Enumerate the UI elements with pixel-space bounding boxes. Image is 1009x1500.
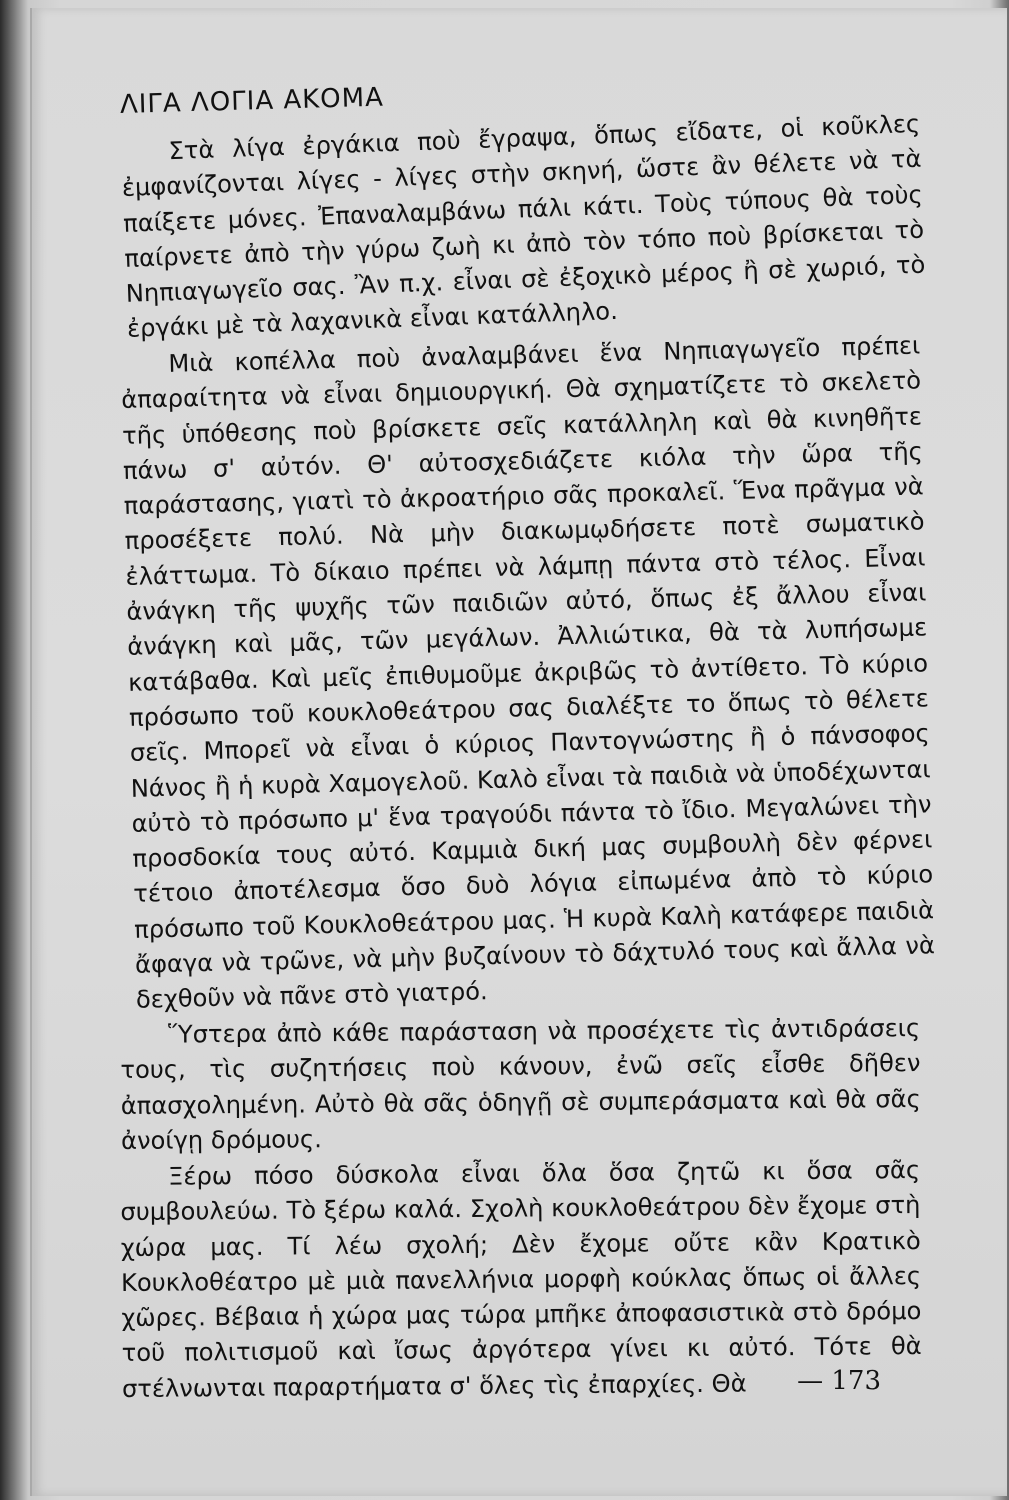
book-page: [30, 8, 1007, 1496]
paragraph-2: Μιὰ κοπέλλα ποὺ ἀναλαμβάνει ἕνα Νηπιαγωγεῖο πρέπει ἀπαραίτητα νὰ εἶναι δημιουργική. Θὰ σχηματίζετε τὸ σκελετὸ τῆς ὑπόθεσης ποὺ βρίσκετε σεῖς κατάλληλη καὶ θὰ κινηθῆτε πάνω σ' αὐτόν. Θ' αὐτοσχεδιάζετε κιόλα τὴν ὥρα τῆς παράστασης, γιατὶ τὸ ἀκροατήριο σᾶς προκαλεῖ. Ἕνα πρᾶγμα νὰ προσέξετε πολύ. Νὰ μὴν διακωμῳδήσετε ποτὲ σωματικὸ ἐλάττωμα. Τὸ δίκαιο πρέπει νὰ λάμπῃ πάντα στὸ τέλος. Εἶναι ἀνάγκη τῆς ψυχῆς τῶν παιδιῶν αὐτό, ὅπως ἐξ ἄλλου εἶναι ἀνάγκη καὶ μᾶς, τῶν μεγάλων. Ἀλλιώτικα, θὰ τὰ λυπήσωμε κατάβαθα. Καὶ μεῖς ἐπιθυμοῦμε ἀκριβῶς τὸ ἀντίθετο. Τὸ κύριο πρόσωπο τοῦ κουκλοθεάτρου σας διαλέξτε το ὅπως τὸ θέλετε σεῖς. Μπορεῖ νὰ εἶναι ὁ κύριος Παντογνώστης ἢ ὁ πάνσοφος Νάνος ἢ ἡ κυρὰ Χαμογελοῦ. Καλὸ εἶναι τὰ παιδιὰ νὰ ὑποδέχωνται αὐτὸ τὸ πρόσωπο μ' ἕνα τραγούδι πάντα τὸ ἴδιο. Μεγαλώνει τὴν προσδοκία τους αὐτό. Καμμιὰ δική μας συμβουλὴ δὲν φέρνει τέτοιο ἀποτέλεσμα ὅσο δυὸ λόγια εἰπωμένα ἀπὸ τὸ κύριο πρόσωπο τοῦ Κουκλοθεάτρου μας. Ἡ κυρὰ Καλὴ κατάφερε παιδιὰ ἄφαγα νὰ τρῶνε, νὰ μὴν βυζαίνουν τὸ δάχτυλό τους καὶ ἄλλα νὰ δεχθοῦν νὰ πᾶνε στὸ γιατρό.: [120, 331, 936, 1014]
page-title: ΛΙΓΑ ΛΟΓΙΑ ΑΚΟΜΑ: [119, 82, 385, 120]
paragraph-4: Ξέρω πόσο δύσκολα εἶναι ὅλα ὅσα ζητῶ κι ὅσα σᾶς συμβουλεύω. Τὸ ξέρω καλά. Σχολὴ κουκλοθεάτρου δὲν ἔχομε στὴ χώρα μας. Τί λέω σχολή; Δὲν ἔχομε οὔτε κἂν Κρατικὸ Κουκλοθέατρο μὲ μιὰ πανελλήνια μορφὴ κούκλας ὅπως οἱ ἄλλες χῶρες. Βέβαια ἡ χώρα μας τώρα μπῆκε ἀποφασιστικὰ στὸ δρόμο τοῦ πολιτισμοῦ καὶ ἴσως ἀργότερα γίνει κι αὐτό. Τότε θὰ στέλνωνται παραρτήματα σ' ὅλες τὶς ἐπαρχίες. Θὰ: [120, 1155, 922, 1403]
paragraph-1: Στὰ λίγα ἐργάκια ποὺ ἔγραψα, ὅπως εἴδατε, οἱ κοῦκλες ἐμφανίζονται λίγες - λίγες στὴν σκηνή, ὥστε ἂν θέλετε νὰ τὰ παίξετε μόνες. Ἐπαναλαμβάνω πάλι κάτι. Τοὺς τύπους θὰ τοὺς παίρνετε ἀπὸ τὴν γύρω ζωὴ κι ἀπὸ τὸν τόπο ποὺ βρίσκεται τὸ Νηπιαγωγεῖο σας. Ἂν π.χ. εἶναι σὲ ἐξοχικὸ μέρος ἢ σὲ χωριό, τὸ ἐργάκι μὲ τὰ λαχανικὰ εἶναι κατάλληλο.: [121, 109, 926, 344]
page-number: — 173: [797, 1366, 881, 1396]
paragraph-3: Ὕστερα ἀπὸ κάθε παράσταση νὰ προσέχετε τὶς ἀντιδράσεις τους, τὶς συζητήσεις ποὺ κάνουν, ἐνῶ σεῖς εἶσθε δῆθεν ἀπασχολημένη. Αὐτὸ θὰ σᾶς ὁδηγῇ σὲ συμπεράσματα καὶ θὰ σᾶς ἀνοίγῃ δρόμους.: [120, 1014, 921, 1156]
page-text-block: [119, 82, 936, 1407]
